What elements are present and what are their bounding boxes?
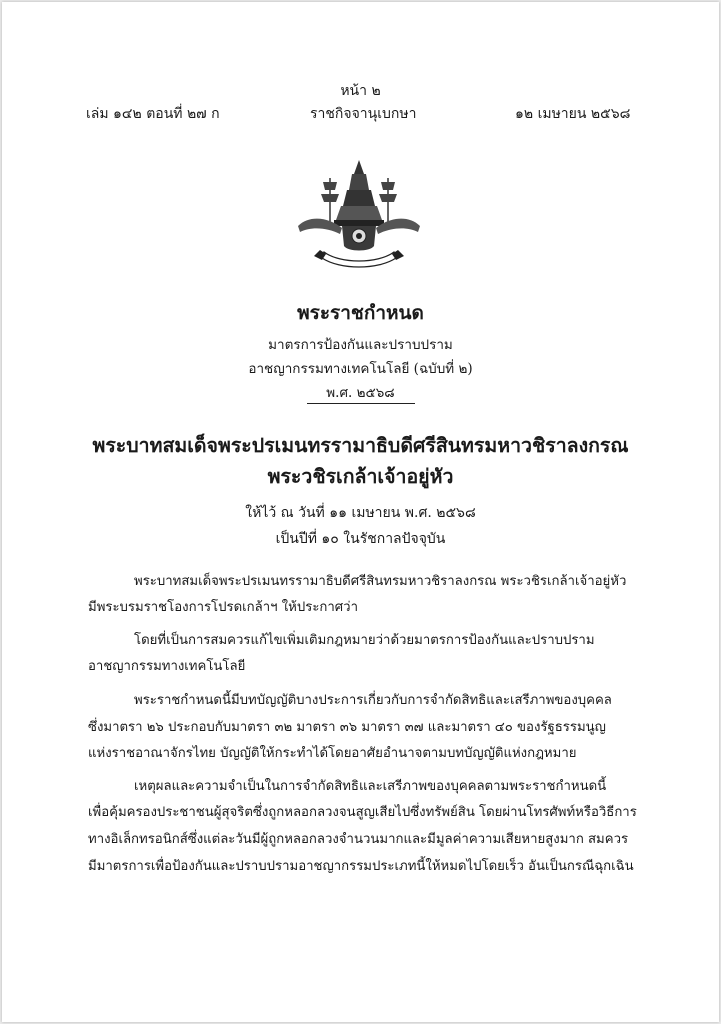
king-name-line-2: พระวชิรเกล้าเจ้าอยู่หัว	[267, 465, 454, 488]
reign-year: เป็นปีที่ ๑๐ ในรัชกาลปัจจุบัน	[275, 531, 446, 547]
paragraph-4-line-2: เพื่อคุ้มครองประชาชนผู้สุจริตซึ่งถูกหลอกลวงจนสูญเสียไปซึ่งทรัพย์สิน โดยผ่านโทรศัพท์หรือวิธีการ	[88, 805, 637, 820]
title-divider	[307, 403, 415, 404]
paragraph-1-line-1: พระบาทสมเด็จพระปรเมนทรรามาธิบดีศรีสินทรมหาวชิราลงกรณ พระวชิรเกล้าเจ้าอยู่หัว	[134, 574, 627, 589]
decree-year: พ.ศ. ๒๕๖๘	[326, 385, 395, 401]
paragraph-4-line-1: เหตุผลและความจำเป็นในการจำกัดสิทธิและเสรีภาพของบุคคลตามพระราชกำหนดนี้	[134, 779, 607, 794]
given-date: ให้ไว้ ณ วันที่ ๑๑ เมษายน พ.ศ. ๒๕๖๘	[245, 505, 476, 521]
paragraph-4-line-4: มีมาตรการเพื่อป้องกันและปราบปรามอาชญากรรมประเภทนี้ให้หมดไปโดยเร็ว อันเป็นกรณีฉุกเฉิน	[88, 859, 634, 874]
king-name-line-1: พระบาทสมเด็จพระปรเมนทรรามาธิบดีศรีสินทรมหาวชิราลงกรณ	[92, 434, 629, 457]
page-number: หน้า ๒	[340, 83, 381, 99]
paragraph-1-line-2: มีพระบรมราชโองการโปรดเกล้าฯ ให้ประกาศว่า	[88, 600, 358, 615]
gazette-page	[2, 2, 719, 1022]
paragraph-2-line-1: โดยที่เป็นการสมควรแก้ไขเพิ่มเติมกฎหมายว่าด้วยมาตรการป้องกันและปราบปราม	[134, 633, 595, 648]
paragraph-3-line-2: ซึ่งมาตรา ๒๖ ประกอบกับมาตรา ๓๒ มาตรา ๓๖ มาตรา ๓๗ และมาตรา ๔๐ ของรัฐธรรมนูญ	[88, 720, 606, 735]
gazette-date: ๑๒ เมษายน ๒๕๖๘	[515, 106, 631, 122]
paragraph-4-line-3: ทางอิเล็กทรอนิกส์ซึ่งแต่ละวันมีผู้ถูกหลอกลวงจำนวนมากและมีมูลค่าความเสียหายสูงมาก สมควร	[88, 832, 629, 847]
paragraph-3-line-1: พระราชกำหนดนี้มีบทบัญญัติบางประการเกี่ยวกับการจำกัดสิทธิและเสรีภาพของบุคคล	[134, 693, 612, 708]
gazette-name: ราชกิจจานุเบกษา	[310, 106, 417, 122]
decree-subtitle-1: มาตรการป้องกันและปราบปราม	[268, 337, 453, 353]
paragraph-3-line-3: แห่งราชอาณาจักรไทย บัญญัติให้กระทำได้โดยอาศัยอำนาจตามบทบัญญัติแห่งกฎหมาย	[88, 746, 577, 761]
decree-title: พระราชกำหนด	[297, 302, 424, 324]
volume-issue: เล่ม ๑๔๒ ตอนที่ ๒๗ ก	[86, 106, 220, 122]
decree-subtitle-2: อาชญากรรมทางเทคโนโลยี (ฉบับที่ ๒)	[248, 361, 473, 377]
paragraph-2-line-2: อาชญากรรมทางเทคโนโลยี	[88, 659, 246, 674]
garuda-royal-emblem-icon	[290, 160, 428, 270]
